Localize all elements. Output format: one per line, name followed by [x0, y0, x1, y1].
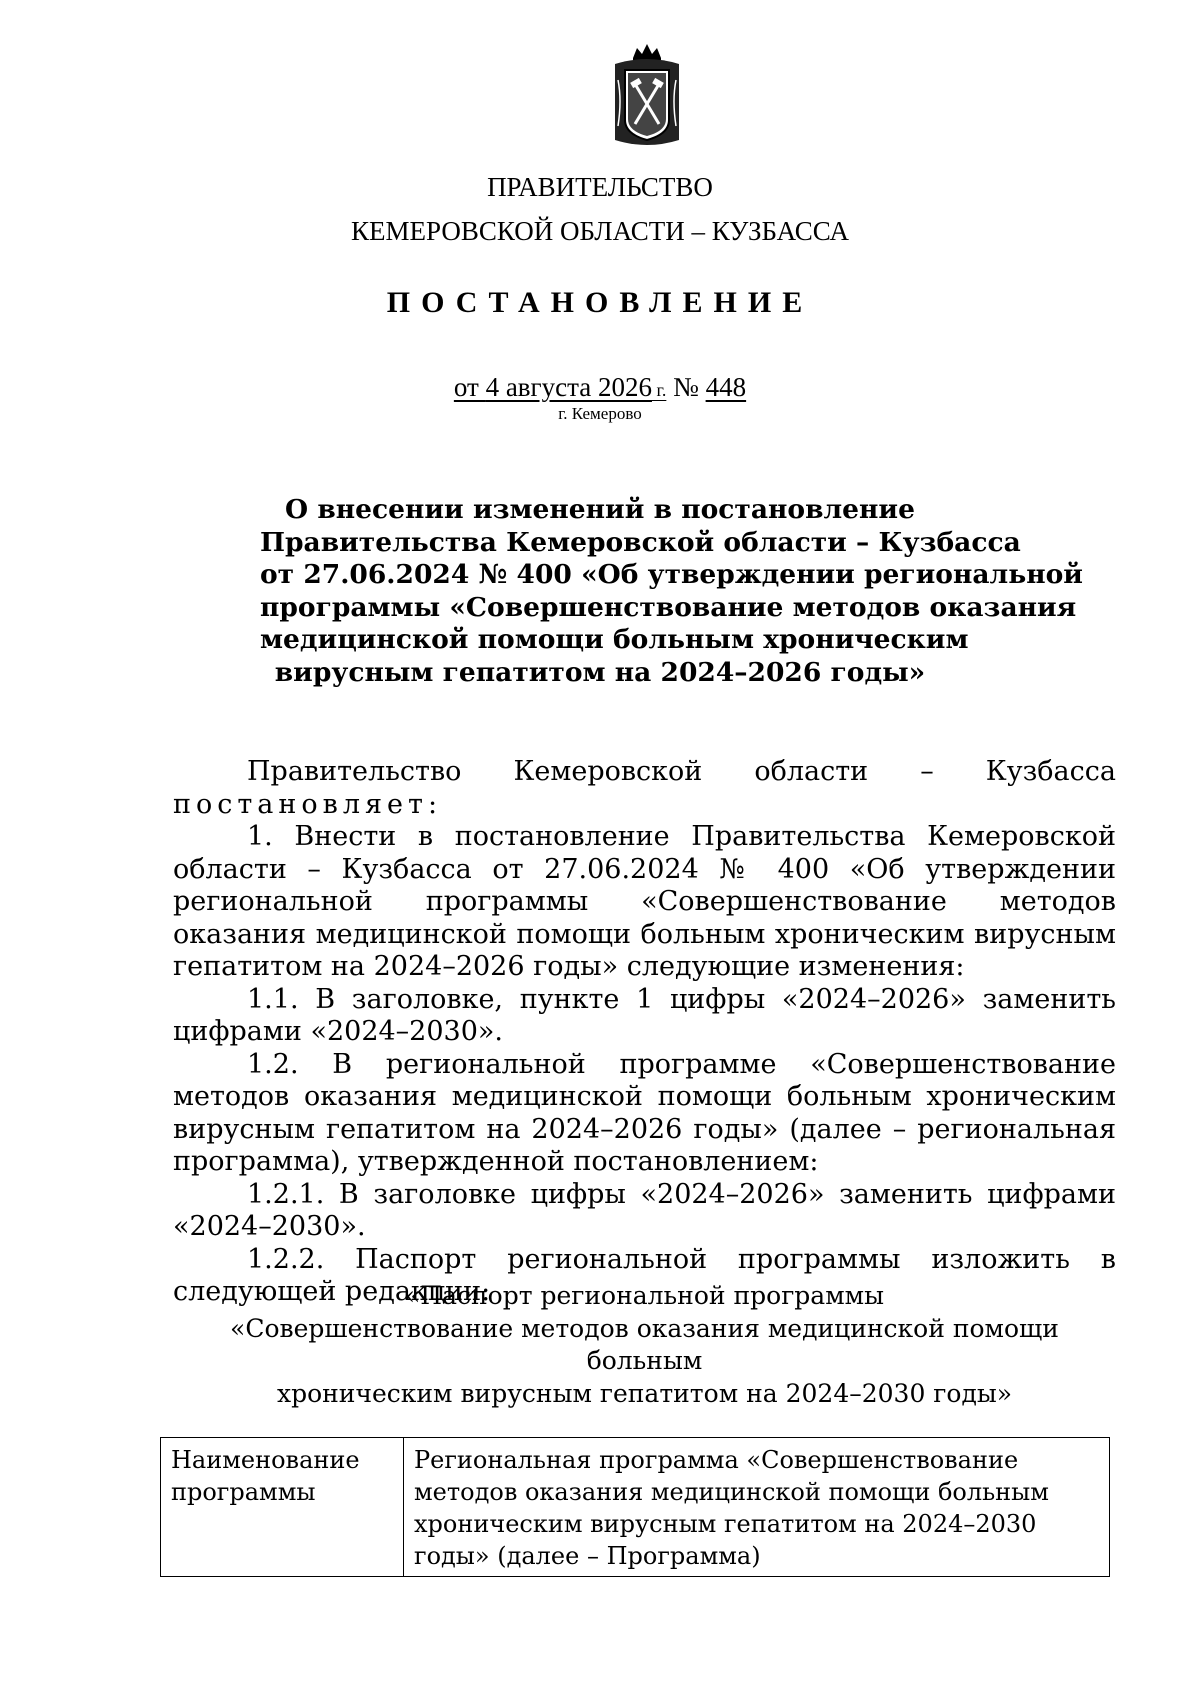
passport-table — [160, 1437, 1110, 1577]
passport-heading-line: «Паспорт региональной программы — [404, 1281, 884, 1310]
title-line: от 27.06.2024 № 400 «Об утверждении региональной — [260, 559, 1083, 590]
date-prefix: от — [453, 372, 486, 402]
government-name-line2: КЕМЕРОВСКОЙ ОБЛАСТИ – КУЗБАССА — [351, 216, 849, 246]
lead-colon: : — [427, 788, 438, 820]
title-line: медицинской помощи больным хроническим — [260, 624, 969, 655]
table-cell-value: Региональная программа «Совершенствование методов оказания медицинской помощи больным хроническим вирусным гепатитом на 2024–2030 годы» (далее – Программа) — [404, 1438, 1110, 1577]
paragraph-1-2-1: 1.2.1. В заголовке цифры «2024–2026» заменить цифрами «2024–2030». — [173, 1178, 1116, 1242]
document-type-heading: ПОСТАНОВЛЕНИЕ — [386, 286, 814, 319]
title-line: О внесении изменений в постановление — [285, 494, 915, 525]
paragraph-1: 1. Внести в постановление Правительства Кемеровской области – Кузбасса от 27.06.2024 № 400 «Об утверждении региональной программы «Совершенствование методов оказания медицинской помощи больным хроническим вирусным гепатитом на 2024–2026 годы» следующие изменения: — [173, 821, 1116, 982]
table-cell-label: Наименование программы — [161, 1438, 404, 1577]
passport-heading — [173, 1280, 1116, 1410]
lead-text: Правительство Кемеровской области – Кузбасса — [247, 756, 1116, 787]
title-line: Правительства Кемеровской области – Кузбасса — [260, 526, 1021, 558]
lead-paragraph — [173, 756, 1116, 821]
paragraph-1-2-2: 1.2.2. Паспорт региональной программы изложить в следующей редакции: — [173, 1243, 1116, 1307]
year-abbreviation: г. — [651, 380, 667, 400]
title-line: вирусным гепатитом на 2024–2026 годы» — [274, 656, 926, 688]
city-line: г. Кемерово — [558, 404, 642, 423]
passport-heading-line: хроническим вирусным гепатитом на 2024–2030 годы» — [276, 1378, 1013, 1408]
table-row — [161, 1438, 1110, 1577]
passport-heading-line: «Совершенствование методов оказания медицинской помощи больным — [230, 1313, 1059, 1375]
paragraph-1-1: 1.1. В заголовке, пункте 1 цифры «2024–2026» заменить цифрами «2024–2030». — [173, 983, 1116, 1047]
date-number-line — [0, 372, 1200, 403]
number-sign: № — [666, 372, 706, 402]
document-number: 448 — [705, 372, 747, 402]
title-line: программы «Совершенствование методов оказания — [260, 591, 1077, 623]
paragraph-1-2: 1.2. В региональной программе «Совершенствование методов оказания медицинской помощи больным хроническим вирусным гепатитом на 2024–2026 годы» (далее – региональная программа), утвержденной постановлением: — [173, 1048, 1116, 1177]
government-name-line1: ПРАВИТЕЛЬСТВО — [487, 172, 713, 202]
lead-verb: постановляет — [173, 788, 428, 820]
document-date: 4 августа 2026 — [485, 372, 652, 402]
coat-of-arms-icon — [607, 40, 687, 152]
document-title — [260, 494, 1083, 689]
document-body — [173, 756, 1116, 1309]
